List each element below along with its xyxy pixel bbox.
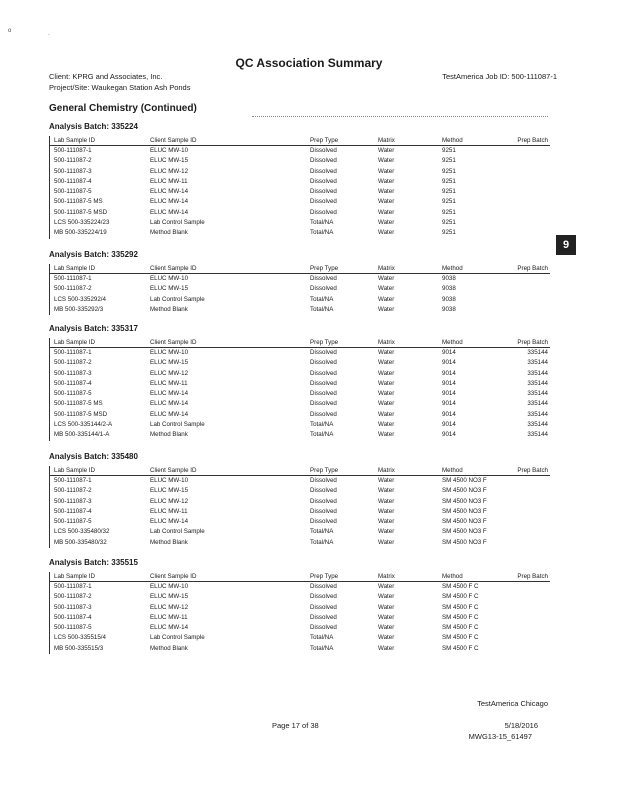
cell-method: SM 4500 F C	[442, 603, 479, 611]
cell-prep-type: Dissolved	[310, 507, 337, 515]
cell-client-sample-id: ELUC MW-14	[150, 198, 189, 206]
table-row	[50, 476, 550, 486]
cell-client-sample-id: ELUC MW-14	[150, 624, 189, 632]
cell-client-sample-id: Method Blank	[150, 644, 188, 652]
table-row	[50, 527, 550, 537]
cell-matrix: Water	[378, 538, 395, 546]
cell-method: 9251	[442, 198, 456, 206]
cell-prep-type: Total/NA	[310, 229, 334, 237]
cell-matrix: Water	[378, 167, 395, 175]
column-header-prep-type: Prep Type	[310, 265, 339, 272]
cell-lab-sample-id: 500-111087-5	[54, 188, 92, 196]
cell-matrix: Water	[378, 390, 395, 398]
cell-lab-sample-id: 500-111087-3	[54, 497, 92, 505]
table-header-row	[50, 136, 550, 146]
cell-method: SM 4500 NO3 F	[442, 477, 487, 484]
cell-method: 9038	[442, 285, 456, 293]
column-header-prep-batch: Prep Batch	[517, 573, 548, 580]
section-heading: General Chemistry (Continued)	[49, 103, 197, 114]
table-row	[50, 486, 550, 496]
cell-client-sample-id: ELUC MW-10	[150, 583, 189, 590]
cell-lab-sample-id: 500-111087-1	[54, 275, 92, 282]
cell-lab-sample-id: 500-111087-2	[54, 285, 92, 293]
batch-title: Analysis Batch: 335515	[49, 558, 138, 567]
cell-client-sample-id: Lab Control Sample	[150, 295, 205, 303]
table-header-row	[50, 572, 550, 582]
batch-title: Analysis Batch: 335480	[49, 452, 138, 461]
column-header-prep-type: Prep Type	[310, 339, 339, 346]
cell-prep-type: Dissolved	[310, 167, 337, 175]
table-row	[50, 507, 550, 517]
table-row	[50, 358, 550, 368]
cell-matrix: Water	[378, 477, 395, 484]
cell-method: SM 4500 F C	[442, 624, 479, 632]
cell-method: 9251	[442, 157, 456, 165]
cell-lab-sample-id: 500-111087-5 MS	[54, 198, 103, 206]
cell-prep-type: Dissolved	[310, 188, 337, 196]
cell-method: SM 4500 F C	[442, 583, 479, 590]
cell-prep-type: Total/NA	[310, 295, 334, 303]
column-header-prep-batch: Prep Batch	[517, 467, 548, 474]
cell-prep-batch: 335144	[527, 400, 548, 408]
table-row	[50, 379, 550, 389]
client-line: Client: KPRG and Associates, Inc.	[49, 72, 163, 81]
column-header-prep-batch: Prep Batch	[517, 137, 548, 144]
cell-client-sample-id: ELUC MW-15	[150, 487, 189, 495]
batch-title: Analysis Batch: 335317	[49, 324, 138, 333]
column-header-method: Method	[442, 339, 463, 346]
cell-lab-sample-id: MB 500-335292/3	[54, 305, 104, 313]
column-header-prep-batch: Prep Batch	[517, 339, 548, 346]
table-row	[50, 369, 550, 379]
cell-lab-sample-id: 500-111087-4	[54, 507, 92, 515]
column-header-method: Method	[442, 265, 463, 272]
cell-prep-type: Total/NA	[310, 538, 334, 546]
table-row	[50, 295, 550, 305]
cell-matrix: Water	[378, 198, 395, 206]
table-row	[50, 197, 550, 207]
cell-prep-type: Dissolved	[310, 208, 337, 216]
cell-client-sample-id: ELUC MW-10	[150, 349, 189, 356]
cell-prep-type: Dissolved	[310, 275, 337, 282]
cell-prep-type: Dissolved	[310, 477, 337, 484]
cell-prep-type: Total/NA	[310, 634, 334, 642]
table-row	[50, 208, 550, 218]
cell-method: 9251	[442, 147, 456, 154]
cell-matrix: Water	[378, 634, 395, 642]
cell-client-sample-id: Method Blank	[150, 229, 188, 237]
cell-prep-type: Total/NA	[310, 421, 334, 429]
column-header-lab-sample-id: Lab Sample ID	[54, 573, 95, 580]
cell-prep-batch: 335144	[527, 431, 548, 439]
table-row	[50, 146, 550, 156]
cell-client-sample-id: Method Blank	[150, 305, 188, 313]
cell-lab-sample-id: 500-111087-4	[54, 379, 92, 387]
table-row	[50, 538, 550, 548]
cell-prep-type: Dissolved	[310, 487, 337, 495]
cell-client-sample-id: Lab Control Sample	[150, 528, 205, 536]
column-header-lab-sample-id: Lab Sample ID	[54, 339, 95, 346]
cell-client-sample-id: ELUC MW-10	[150, 147, 189, 154]
column-header-method: Method	[442, 573, 463, 580]
cell-matrix: Water	[378, 624, 395, 632]
cell-lab-sample-id: LCS 500-335224/23	[54, 219, 110, 227]
table-row	[50, 497, 550, 507]
table-row	[50, 633, 550, 643]
table-row	[50, 156, 550, 166]
column-header-client-sample-id: Client Sample ID	[150, 339, 197, 346]
cell-matrix: Water	[378, 349, 395, 356]
cell-client-sample-id: Lab Control Sample	[150, 421, 205, 429]
cell-matrix: Water	[378, 295, 395, 303]
cell-matrix: Water	[378, 275, 395, 282]
cell-method: 9251	[442, 177, 456, 185]
table-row	[50, 603, 550, 613]
cell-prep-batch: 335144	[527, 359, 548, 367]
cell-method: 9251	[442, 219, 456, 227]
cell-matrix: Water	[378, 644, 395, 652]
table-row	[50, 284, 550, 294]
cell-method: SM 4500 NO3 F	[442, 487, 487, 495]
table-row	[50, 274, 550, 284]
column-header-client-sample-id: Client Sample ID	[150, 137, 197, 144]
cell-client-sample-id: ELUC MW-14	[150, 208, 189, 216]
cell-matrix: Water	[378, 507, 395, 515]
column-header-matrix: Matrix	[378, 265, 395, 272]
table-row	[50, 420, 550, 430]
cell-client-sample-id: ELUC MW-14	[150, 400, 189, 408]
cell-method: 9251	[442, 167, 456, 175]
cell-prep-type: Dissolved	[310, 390, 337, 398]
cell-lab-sample-id: 500-111087-3	[54, 167, 92, 175]
cell-client-sample-id: Lab Control Sample	[150, 219, 205, 227]
cell-client-sample-id: ELUC MW-15	[150, 593, 189, 601]
table-row	[50, 187, 550, 197]
cell-matrix: Water	[378, 400, 395, 408]
column-header-prep-type: Prep Type	[310, 467, 339, 474]
cell-prep-type: Dissolved	[310, 603, 337, 611]
cell-method: SM 4500 NO3 F	[442, 507, 487, 515]
cell-matrix: Water	[378, 518, 395, 526]
job-id: TestAmerica Job ID: 500-111087-1	[442, 72, 557, 81]
cell-client-sample-id: ELUC MW-11	[150, 507, 188, 515]
column-header-client-sample-id: Client Sample ID	[150, 573, 197, 580]
batch-title: Analysis Batch: 335224	[49, 122, 138, 131]
cell-prep-type: Dissolved	[310, 198, 337, 206]
cell-method: SM 4500 F C	[442, 634, 479, 642]
cell-lab-sample-id: 500-111087-3	[54, 603, 92, 611]
table-row	[50, 228, 550, 238]
cell-client-sample-id: ELUC MW-12	[150, 497, 189, 505]
cell-method: SM 4500 F C	[442, 593, 479, 601]
cell-matrix: Water	[378, 487, 395, 495]
cell-method: 9014	[442, 431, 456, 439]
table-header-row	[50, 338, 550, 348]
cell-lab-sample-id: 500-111087-5 MSD	[54, 208, 108, 216]
cell-lab-sample-id: 500-111087-5	[54, 518, 92, 526]
table-header-row	[50, 264, 550, 274]
cell-prep-batch: 335144	[527, 379, 548, 387]
cell-method: 9038	[442, 275, 456, 282]
cell-matrix: Water	[378, 157, 395, 165]
cell-client-sample-id: ELUC MW-15	[150, 285, 189, 293]
cell-lab-sample-id: LCS 500-335292/4	[54, 295, 106, 303]
cell-prep-batch: 335144	[527, 369, 548, 377]
footer-company: TestAmerica Chicago	[477, 699, 548, 708]
cell-lab-sample-id: LCS 500-335144/2-A	[54, 421, 113, 429]
column-header-matrix: Matrix	[378, 573, 395, 580]
cell-prep-batch: 335144	[527, 349, 548, 356]
cell-client-sample-id: Method Blank	[150, 431, 188, 439]
cell-matrix: Water	[378, 285, 395, 293]
cell-lab-sample-id: 500-111087-2	[54, 359, 92, 367]
cell-method: 9014	[442, 369, 456, 377]
cell-prep-type: Dissolved	[310, 400, 337, 408]
cell-matrix: Water	[378, 369, 395, 377]
table-row	[50, 592, 550, 602]
cell-prep-type: Dissolved	[310, 285, 337, 293]
cell-prep-batch: 335144	[527, 390, 548, 398]
column-header-prep-type: Prep Type	[310, 137, 339, 144]
cell-prep-type: Total/NA	[310, 644, 334, 652]
cell-prep-type: Dissolved	[310, 369, 337, 377]
table-row	[50, 177, 550, 187]
batch-table	[49, 338, 550, 441]
table-row	[50, 305, 550, 315]
cell-lab-sample-id: 500-111087-2	[54, 157, 92, 165]
cell-lab-sample-id: MB 500-335144/1-A	[54, 431, 110, 439]
column-header-matrix: Matrix	[378, 339, 395, 346]
column-header-matrix: Matrix	[378, 467, 395, 474]
cell-client-sample-id: ELUC MW-12	[150, 167, 189, 175]
table-row	[50, 644, 550, 654]
cell-prep-type: Total/NA	[310, 528, 334, 536]
cell-matrix: Water	[378, 421, 395, 429]
project-site: Project/Site: Waukegan Station Ash Ponds	[49, 83, 191, 92]
column-header-prep-type: Prep Type	[310, 573, 339, 580]
cell-matrix: Water	[378, 229, 395, 237]
cell-method: SM 4500 NO3 F	[442, 497, 487, 505]
column-header-prep-batch: Prep Batch	[517, 265, 548, 272]
cell-lab-sample-id: MB 500-335515/3	[54, 644, 104, 652]
footer-page-number: Page 17 of 38	[272, 721, 319, 730]
cell-lab-sample-id: 500-111087-3	[54, 369, 92, 377]
cell-prep-type: Dissolved	[310, 359, 337, 367]
footer-doc-id: MWG13-15_61497	[468, 732, 532, 741]
cell-prep-type: Dissolved	[310, 177, 337, 185]
cell-client-sample-id: ELUC MW-12	[150, 369, 189, 377]
cell-prep-type: Dissolved	[310, 624, 337, 632]
column-header-method: Method	[442, 137, 463, 144]
cell-client-sample-id: ELUC MW-12	[150, 603, 189, 611]
cell-prep-type: Total/NA	[310, 219, 334, 227]
corner-mark-a: o	[8, 28, 12, 34]
cell-prep-batch: 335144	[527, 410, 548, 418]
cell-prep-batch: 335144	[527, 421, 548, 429]
cell-method: 9014	[442, 390, 456, 398]
cell-client-sample-id: ELUC MW-11	[150, 613, 188, 621]
table-row	[50, 613, 550, 623]
cell-prep-type: Dissolved	[310, 593, 337, 601]
batch-table	[49, 264, 550, 315]
cell-matrix: Water	[378, 603, 395, 611]
table-row	[50, 410, 550, 420]
cell-prep-type: Dissolved	[310, 379, 337, 387]
cell-lab-sample-id: MB 500-335224/19	[54, 229, 107, 237]
cell-prep-type: Total/NA	[310, 431, 334, 439]
table-row	[50, 399, 550, 409]
cell-method: 9014	[442, 359, 456, 367]
cell-method: 9038	[442, 295, 456, 303]
cell-matrix: Water	[378, 208, 395, 216]
cell-lab-sample-id: 500-111087-5 MS	[54, 400, 103, 408]
batch-table	[49, 136, 550, 239]
cell-method: 9014	[442, 410, 456, 418]
cell-matrix: Water	[378, 497, 395, 505]
cell-matrix: Water	[378, 613, 395, 621]
cell-matrix: Water	[378, 188, 395, 196]
footer-date: 5/18/2016	[504, 721, 538, 730]
cell-prep-type: Dissolved	[310, 157, 337, 165]
cell-prep-type: Dissolved	[310, 410, 337, 418]
cell-client-sample-id: Lab Control Sample	[150, 634, 205, 642]
table-row	[50, 517, 550, 527]
cell-prep-type: Dissolved	[310, 518, 337, 526]
cell-prep-type: Dissolved	[310, 147, 337, 154]
table-row	[50, 582, 550, 592]
corner-mark-b: ·	[48, 32, 50, 38]
cell-matrix: Water	[378, 177, 395, 185]
batch-title: Analysis Batch: 335292	[49, 250, 138, 259]
cell-prep-type: Dissolved	[310, 497, 337, 505]
cell-client-sample-id: ELUC MW-14	[150, 518, 189, 526]
column-header-client-sample-id: Client Sample ID	[150, 467, 197, 474]
section-tab-marker: 9	[556, 235, 576, 255]
cell-matrix: Water	[378, 359, 395, 367]
cell-matrix: Water	[378, 379, 395, 387]
batch-table	[49, 572, 550, 654]
cell-lab-sample-id: LCS 500-335515/4	[54, 634, 106, 642]
cell-method: 9014	[442, 349, 456, 356]
table-row	[50, 430, 550, 440]
cell-prep-type: Dissolved	[310, 349, 337, 356]
cell-matrix: Water	[378, 219, 395, 227]
cell-client-sample-id: ELUC MW-11	[150, 379, 188, 387]
cell-client-sample-id: ELUC MW-14	[150, 410, 189, 418]
cell-matrix: Water	[378, 583, 395, 590]
cell-method: 9251	[442, 229, 456, 237]
cell-client-sample-id: ELUC MW-10	[150, 477, 189, 484]
cell-prep-type: Dissolved	[310, 583, 337, 590]
cell-method: SM 4500 NO3 F	[442, 538, 487, 546]
cell-matrix: Water	[378, 593, 395, 601]
cell-lab-sample-id: 500-111087-1	[54, 583, 92, 590]
cell-method: 9038	[442, 305, 456, 313]
table-header-row	[50, 466, 550, 476]
cell-method: SM 4500 NO3 F	[442, 528, 487, 536]
cell-lab-sample-id: 500-111087-1	[54, 147, 92, 154]
cell-prep-type: Total/NA	[310, 305, 334, 313]
section-divider	[252, 116, 548, 117]
cell-prep-type: Dissolved	[310, 613, 337, 621]
cell-client-sample-id: ELUC MW-15	[150, 157, 189, 165]
table-row	[50, 218, 550, 228]
cell-lab-sample-id: MB 500-335480/32	[54, 538, 107, 546]
cell-lab-sample-id: 500-111087-5	[54, 624, 92, 632]
cell-matrix: Water	[378, 305, 395, 313]
cell-client-sample-id: ELUC MW-14	[150, 390, 189, 398]
column-header-method: Method	[442, 467, 463, 474]
cell-client-sample-id: ELUC MW-14	[150, 188, 189, 196]
cell-client-sample-id: Method Blank	[150, 538, 188, 546]
cell-method: 9014	[442, 421, 456, 429]
batch-table	[49, 466, 550, 548]
cell-lab-sample-id: 500-111087-4	[54, 613, 92, 621]
column-header-lab-sample-id: Lab Sample ID	[54, 467, 95, 474]
page-title: QC Association Summary	[235, 56, 383, 70]
cell-lab-sample-id: 500-111087-2	[54, 593, 92, 601]
cell-method: 9014	[442, 400, 456, 408]
table-row	[50, 389, 550, 399]
cell-lab-sample-id: 500-111087-2	[54, 487, 92, 495]
cell-method: SM 4500 NO3 F	[442, 518, 487, 526]
cell-client-sample-id: ELUC MW-15	[150, 359, 189, 367]
column-header-client-sample-id: Client Sample ID	[150, 265, 197, 272]
cell-matrix: Water	[378, 410, 395, 418]
cell-client-sample-id: ELUC MW-10	[150, 275, 189, 282]
cell-lab-sample-id: 500-111087-4	[54, 177, 92, 185]
column-header-lab-sample-id: Lab Sample ID	[54, 137, 95, 144]
cell-client-sample-id: ELUC MW-11	[150, 177, 188, 185]
table-row	[50, 167, 550, 177]
cell-matrix: Water	[378, 528, 395, 536]
column-header-matrix: Matrix	[378, 137, 395, 144]
column-header-lab-sample-id: Lab Sample ID	[54, 265, 95, 272]
cell-method: 9251	[442, 188, 456, 196]
table-row	[50, 348, 550, 358]
cell-lab-sample-id: 500-111087-5 MSD	[54, 410, 108, 418]
cell-lab-sample-id: LCS 500-335480/32	[54, 528, 110, 536]
table-row	[50, 623, 550, 633]
cell-method: 9251	[442, 208, 456, 216]
cell-method: SM 4500 F C	[442, 644, 479, 652]
cell-matrix: Water	[378, 147, 395, 154]
cell-method: 9014	[442, 379, 456, 387]
cell-matrix: Water	[378, 431, 395, 439]
cell-lab-sample-id: 500-111087-1	[54, 477, 92, 484]
cell-lab-sample-id: 500-111087-5	[54, 390, 92, 398]
cell-method: SM 4500 F C	[442, 613, 479, 621]
cell-lab-sample-id: 500-111087-1	[54, 349, 92, 356]
